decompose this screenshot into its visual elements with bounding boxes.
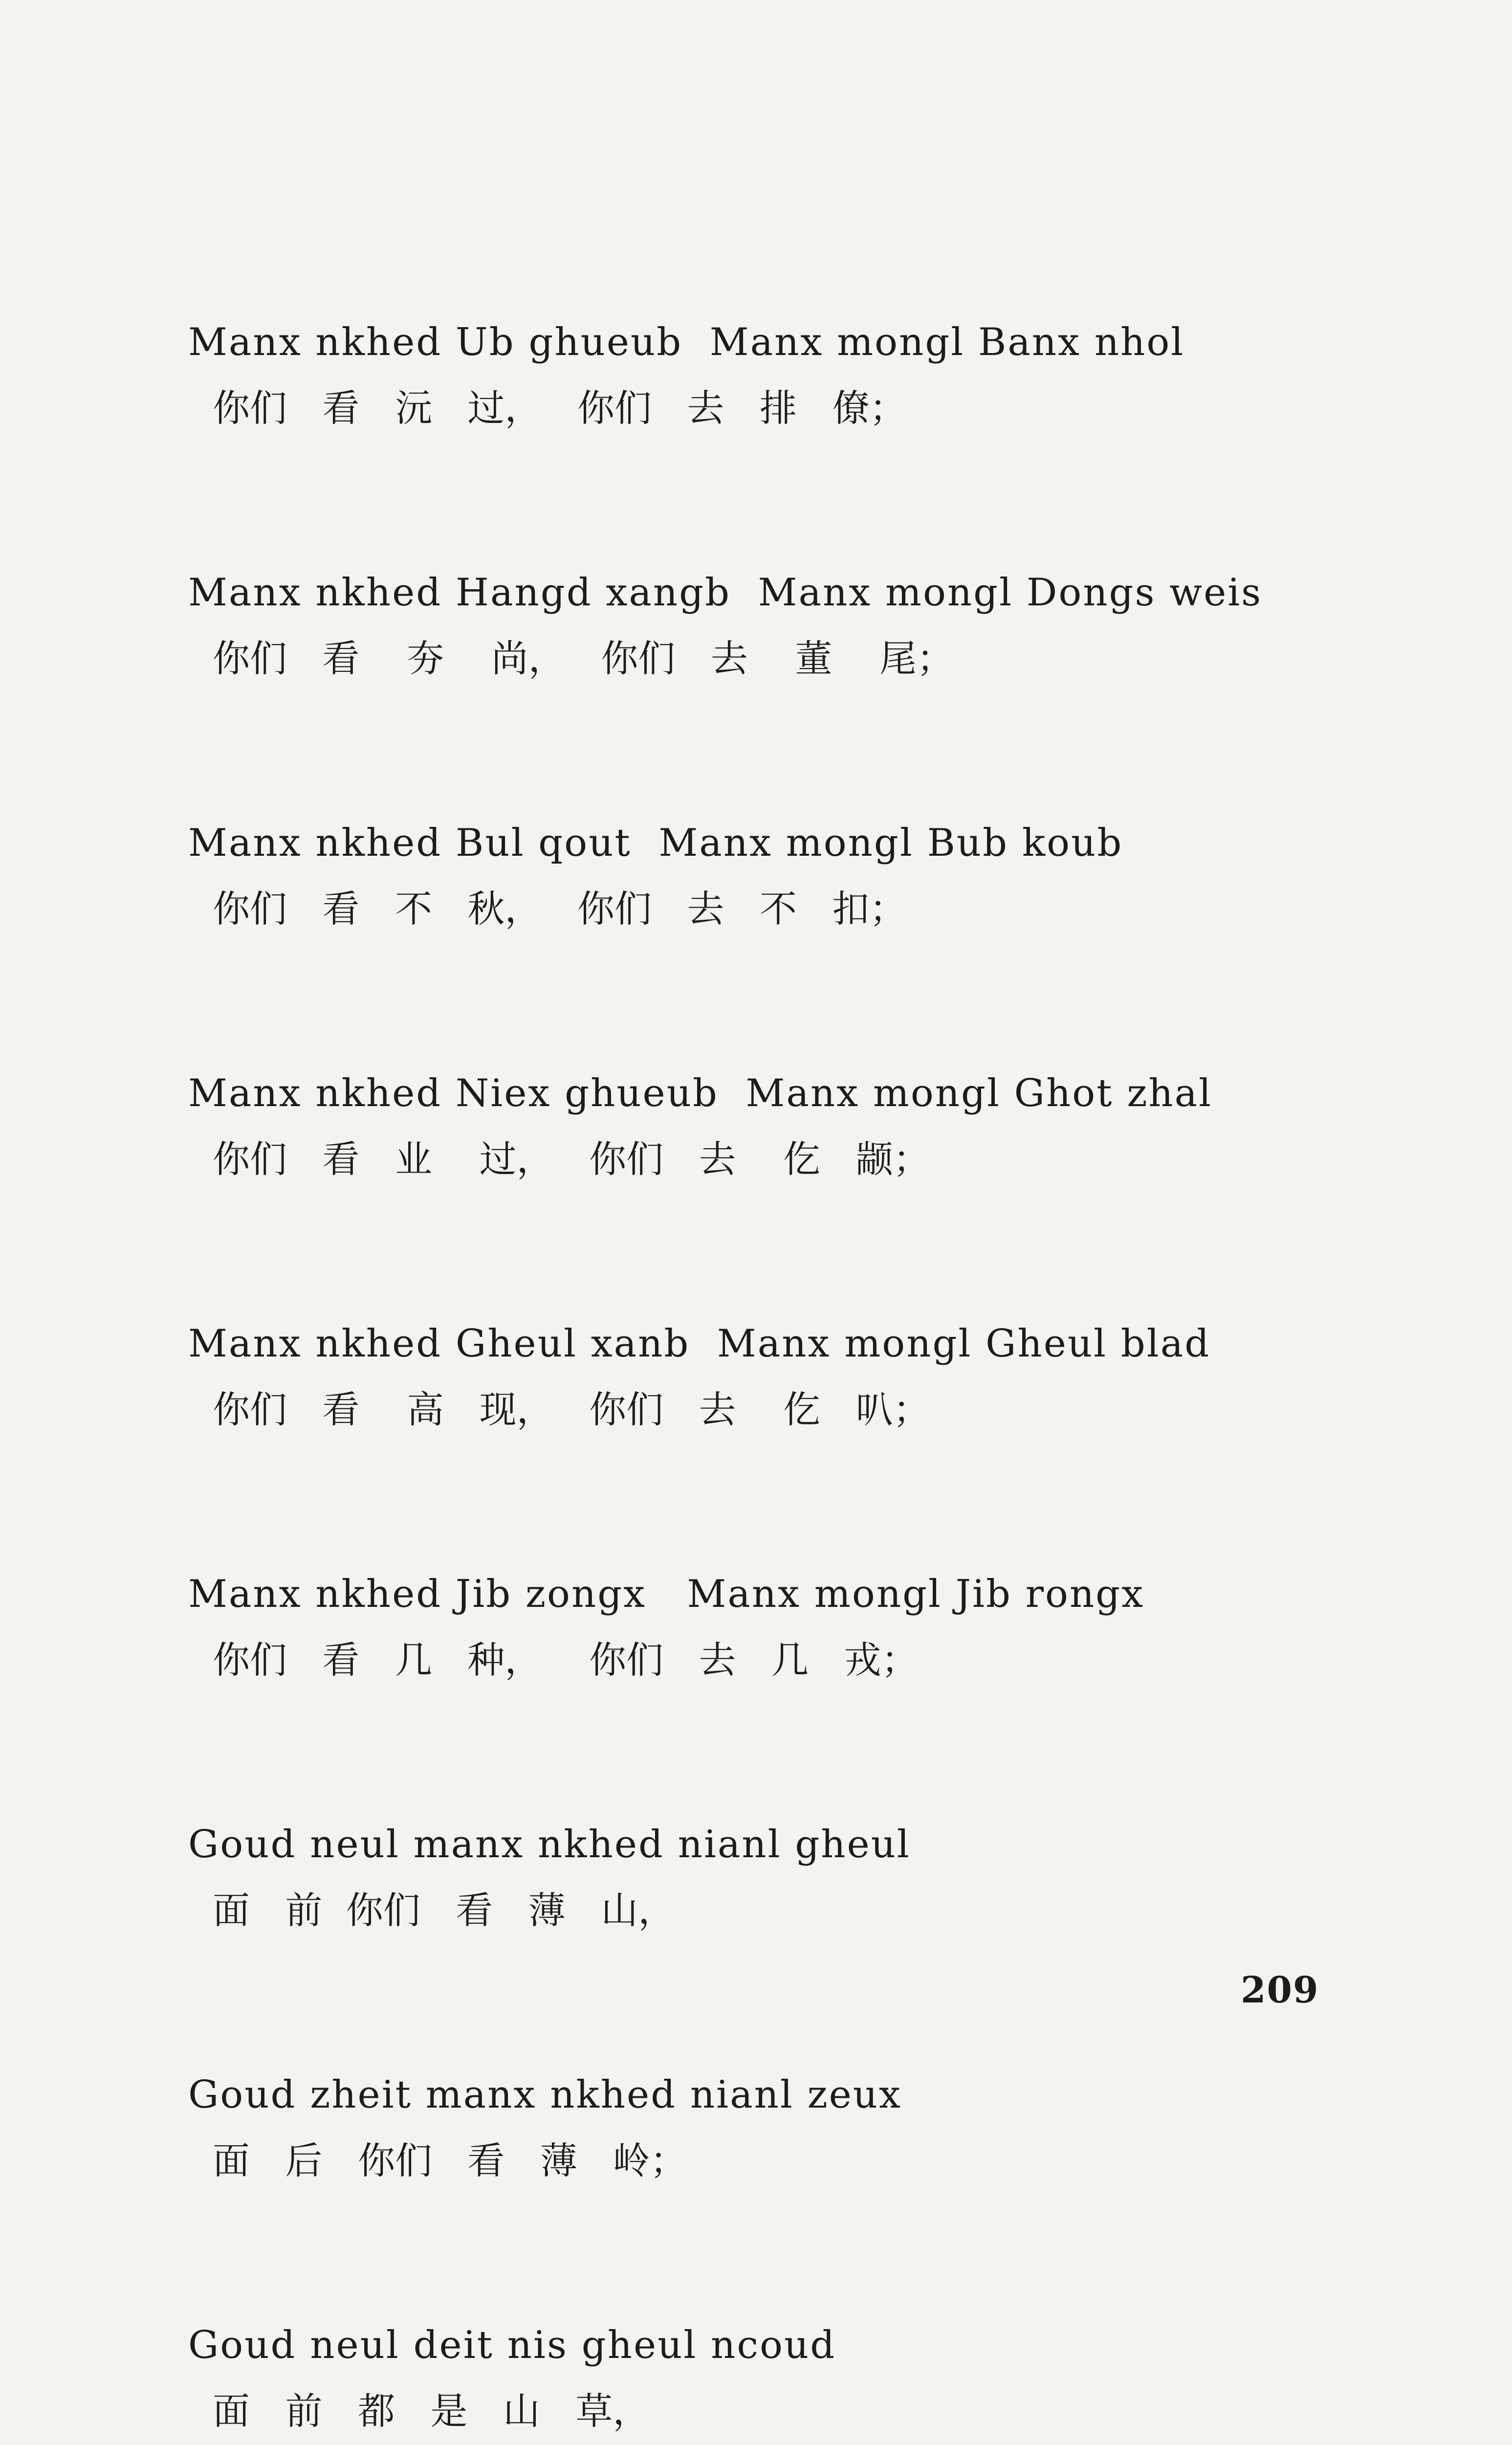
hmong-line: Goud neul manx nkhed nianl gheul	[188, 1823, 911, 1867]
chinese-gloss-line: 你们 看 不 秋， 你们 去 不 扣；	[213, 887, 907, 931]
hmong-line: Manx nkhed Ub ghueub Manx mongl Banx nhol	[188, 320, 1185, 364]
page-number: 209	[1241, 1969, 1319, 2011]
verse-line	[188, 313, 1342, 563]
chinese-gloss-line: 你们 看 夯 尚， 你们 去 董 尾；	[213, 637, 954, 680]
verse-line	[188, 1815, 1342, 2066]
hmong-line: Goud zheit manx nkhed nianl zeux	[188, 2073, 902, 2117]
verse-line	[188, 1565, 1342, 1815]
hmong-line: Manx nkhed Bul qout Manx mongl Bub koub	[188, 821, 1123, 865]
hmong-line: Manx nkhed Niex ghueub Manx mongl Ghot zhal	[188, 1071, 1213, 1115]
chinese-gloss-line: 面 前 都 是 山 草，	[213, 2389, 650, 2433]
hmong-line: Manx nkhed Jib zongx Manx mongl Jib rongx	[188, 1572, 1145, 1616]
verse-line	[188, 2316, 1342, 2445]
hmong-line: Manx nkhed Hangd xangb Manx mongl Dongs weis	[188, 571, 1263, 615]
chinese-gloss-line: 面 后 你们 看 薄 岭；	[213, 2139, 687, 2182]
verse-line	[188, 563, 1342, 814]
hmong-line: Manx nkhed Gheul xanb Manx mongl Gheul blad	[188, 1322, 1211, 1366]
verse-line	[188, 814, 1342, 1064]
verse-line	[188, 2066, 1342, 2316]
chinese-gloss-line: 面 前 你们 看 薄 山，	[213, 1889, 676, 1932]
chinese-gloss-line: 你们 看 高 现， 你们 去 仡 叭；	[213, 1388, 930, 1431]
verse-line	[188, 1064, 1342, 1314]
chinese-gloss-line: 你们 看 沅 过， 你们 去 排 僚；	[213, 386, 907, 430]
chinese-gloss-line: 你们 看 几 种， 你们 去 几 戎；	[213, 1638, 919, 1682]
verse-line	[188, 1314, 1342, 1565]
chinese-gloss-line: 你们 看 业 过， 你们 去 仡 颛；	[213, 1137, 930, 1181]
hmong-line: Goud neul deit nis gheul ncoud	[188, 2323, 836, 2367]
verse-block	[188, 313, 1342, 2445]
